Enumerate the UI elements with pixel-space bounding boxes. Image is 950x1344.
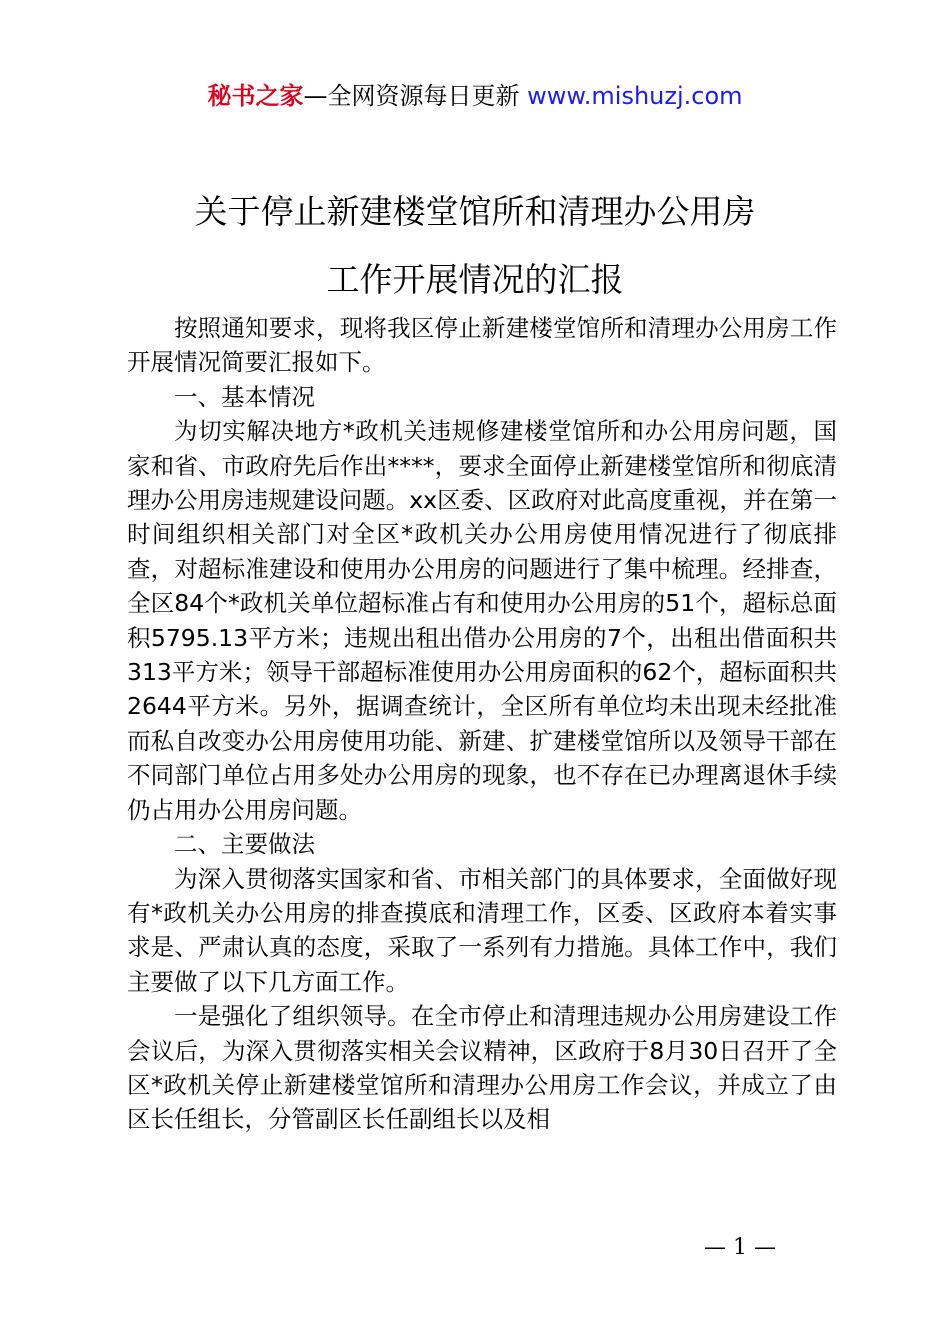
page-number: — 1 —	[704, 1235, 776, 1260]
section-heading-basic-situation: 一、基本情况	[174, 382, 315, 411]
document-body	[127, 311, 837, 1137]
document-title-line-1: 关于停止新建楼堂馆所和清理办公用房	[194, 192, 756, 231]
main-practices-paragraph: 为深入贯彻落实国家和省、市相关部门的具体要求，全面做好现有*政机关办公用房的排查摸底和清理工作，区委、区政府本着实事求是、严肃认真的态度，采取了一系列有力措施。具体工作中，我们主要做了以下几方面工作。	[127, 864, 837, 996]
document-title-line-2: 工作开展情况的汇报	[326, 260, 624, 299]
site-banner	[0, 80, 950, 112]
basic-situation-paragraph: 为切实解决地方*政机关违规修建楼堂馆所和办公用房问题，国家和省、市政府先后作出****，要求全面停止新建楼堂馆所和彻底清理办公用房违规建设问题。xx区委、区政府对此高度重视，并在第一时间组织相关部门对全区*政机关办公用房使用情况进行了彻底排查，对超标准建设和使用办公用房的问题进行了集中梳理。经排查，全区84个*政机关单位超标准占有和使用办公用房的51个，超标总面积5795.13平方米；违规出租出借办公用房的7个，出租出借面积共313平方米；领导干部超标准使用办公用房面积的62个，超标面积共2644平方米。另外，据调查统计，全区所有单位均未出现未经批准而私自改变办公用房使用功能、新建、扩建楼堂馆所以及领导干部在不同部门单位占用多处办公用房的现象，也不存在已办理离退休手续仍占用办公用房问题。	[127, 417, 837, 824]
banner-slogan: —全网资源每日更新	[303, 82, 528, 110]
organization-leadership-paragraph: 一是强化了组织领导。在全市停止和清理违规办公用房建设工作会议后，为深入贯彻落实相关会议精神，区政府于8月30日召开了全区*政机关停止新建楼堂馆所和清理办公用房工作会议，并成立了由区长任组长，分管副区长任副组长以及相	[127, 1002, 837, 1134]
intro-paragraph: 按照通知要求，现将我区停止新建楼堂馆所和清理办公用房工作开展情况简要汇报如下。	[127, 314, 837, 377]
site-url-link[interactable]: www.mishuzj.com	[527, 82, 743, 110]
section-heading-main-practices: 二、主要做法	[174, 830, 315, 859]
brand-name: 秘书之家	[207, 82, 304, 110]
